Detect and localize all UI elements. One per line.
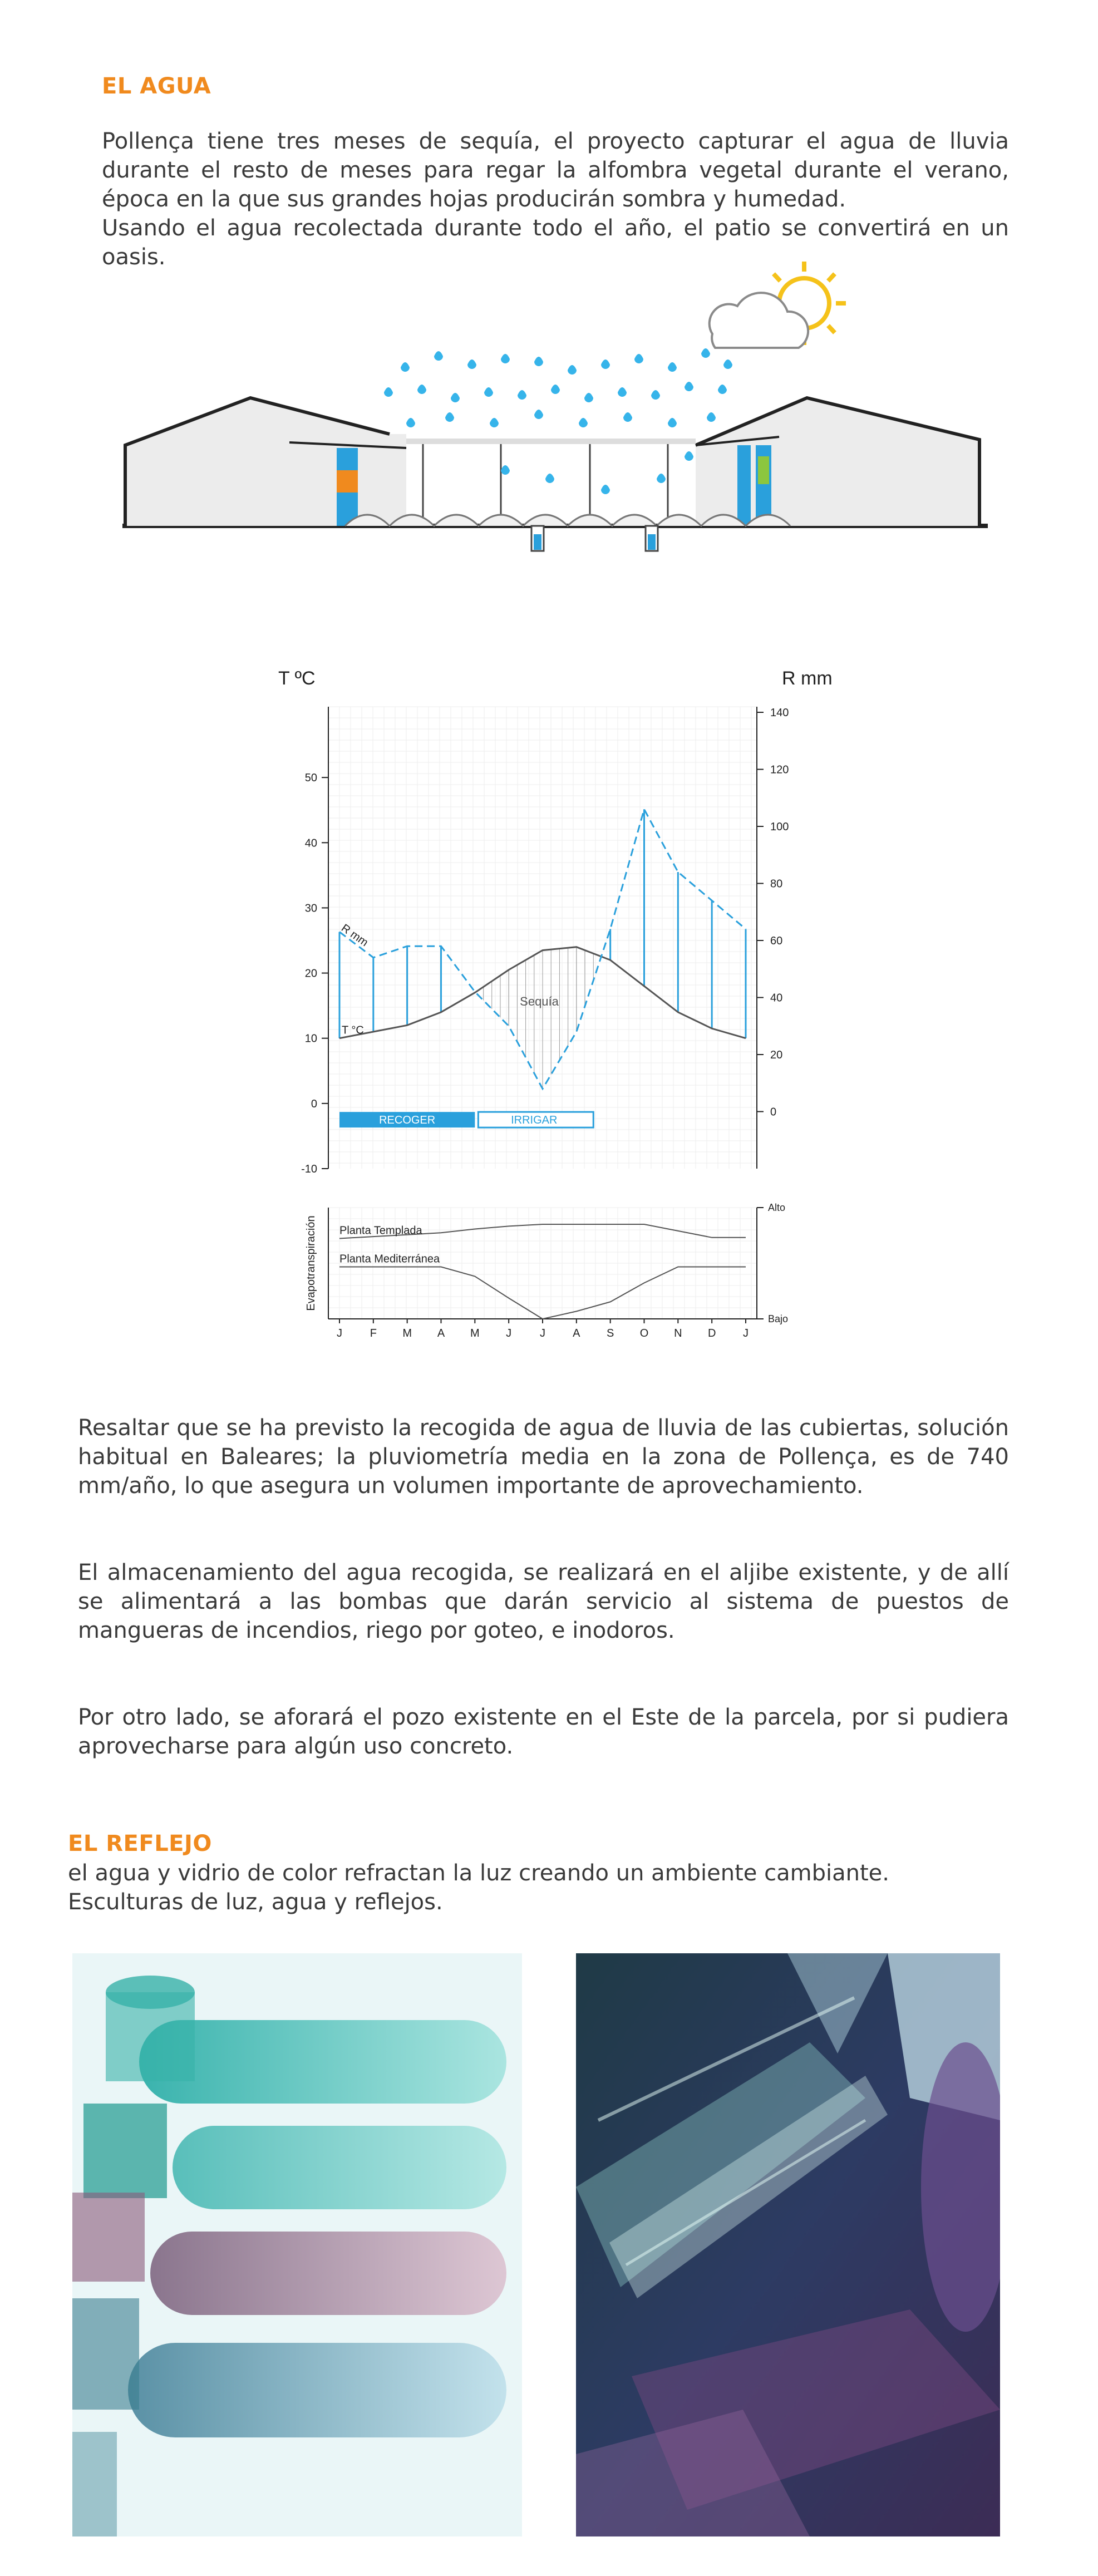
x-tick-label: M [470,1327,480,1339]
x-tick-label: J [743,1327,749,1339]
x-tick-label: A [573,1327,580,1339]
right-tick-label: 140 [770,707,789,719]
right-tick-label: 40 [770,992,783,1004]
x-tick-label: J [337,1327,342,1339]
evapo-series-label: Planta Templada [339,1224,422,1237]
right-tick-label: 120 [770,764,789,776]
right-tick-label: 80 [770,878,783,890]
section-title-reflejo: EL REFLEJO [68,1831,212,1856]
rainwater-collection-text: Resaltar que se ha previsto la recogida de agua de lluvia de las cubiertas, solución habitual en Baleares; la pluviometría media en la zona de Pollença, es de 740 mm/año, lo que asegura un volumen importante de aprovechamiento. [78,1415,1009,1499]
right-house [696,398,979,526]
collect-band-label: RECOGER [379,1114,436,1127]
x-tick-label: F [370,1327,377,1339]
left-house [125,398,406,526]
x-tick-label: M [402,1327,412,1339]
x-tick-label: A [437,1327,445,1339]
left-tick-label: 30 [304,902,317,915]
left-tick-label: 20 [304,967,317,980]
agua-paragraph-1: Pollença tiene tres meses de sequía, el proyecto capturar el agua de lluvia durante el resto de meses para regar la alfombra vegetal durante el verano, época en la que sus grandes hojas producirán sombra y humedad. [102,129,1009,212]
x-tick-label: J [540,1327,545,1339]
irrigate-band-label: IRRIGAR [511,1114,558,1127]
right-tick-label: 60 [770,935,783,947]
left-tick-label: -10 [301,1163,317,1175]
rainfall-label: R mm [339,922,371,949]
evapo-low-label: Bajo [768,1313,789,1324]
right-tick-label: 0 [770,1106,777,1119]
left-tick-label: 40 [304,837,317,850]
right-tick-label: 100 [770,821,789,833]
climate-chart [267,662,857,1341]
reflejo-line-2: Esculturas de luz, agua y reflejos. [68,1889,443,1915]
left-tick-label: 0 [311,1097,317,1110]
storage-text: El almacenamiento del agua recogida, se realizará en el aljibe existente, y de allí se alimentará a las bombas que darán servicio al sistema de puestos de mangueras de incendios, riego por goteo, e inodoros. [78,1560,1009,1643]
crystal-refraction-photo [576,1953,1000,2536]
right-axis-title: R mm [782,668,833,689]
rain-section-illustration [111,245,1002,556]
x-tick-label: O [639,1327,649,1339]
evapo-axis-title: Evapotranspiración [305,1215,317,1311]
x-tick-label: D [707,1327,716,1339]
evapo-high-label: Alto [768,1202,786,1213]
x-tick-label: N [674,1327,682,1339]
x-tick-label: S [606,1327,614,1339]
temperature-label: T °C [342,1024,364,1037]
x-tick-label: J [506,1327,512,1339]
left-axis-title: T ºC [278,668,316,689]
right-tick-label: 20 [770,1049,783,1061]
well-text: Por otro lado, se aforará el pozo existente en el Este de la parcela, por si pudiera aprovecharse para algún uso concreto. [78,1705,1009,1759]
drought-label: Sequía [520,994,559,1009]
agua-paragraph-2: Usando el agua recolectada durante todo el año, el patio se convertirá en un oasis. [102,215,1009,270]
section-title-agua: EL AGUA [102,73,211,99]
rain-drops [384,348,732,494]
left-tick-label: 50 [304,772,317,785]
left-tick-label: 10 [304,1032,317,1045]
reflejo-line-1: el agua y vidrio de color refractan la luz creando un ambiente cambiante. [68,1860,889,1886]
glass-shadows-photo [72,1953,522,2536]
evapo-series-label: Planta Mediterránea [339,1253,440,1265]
